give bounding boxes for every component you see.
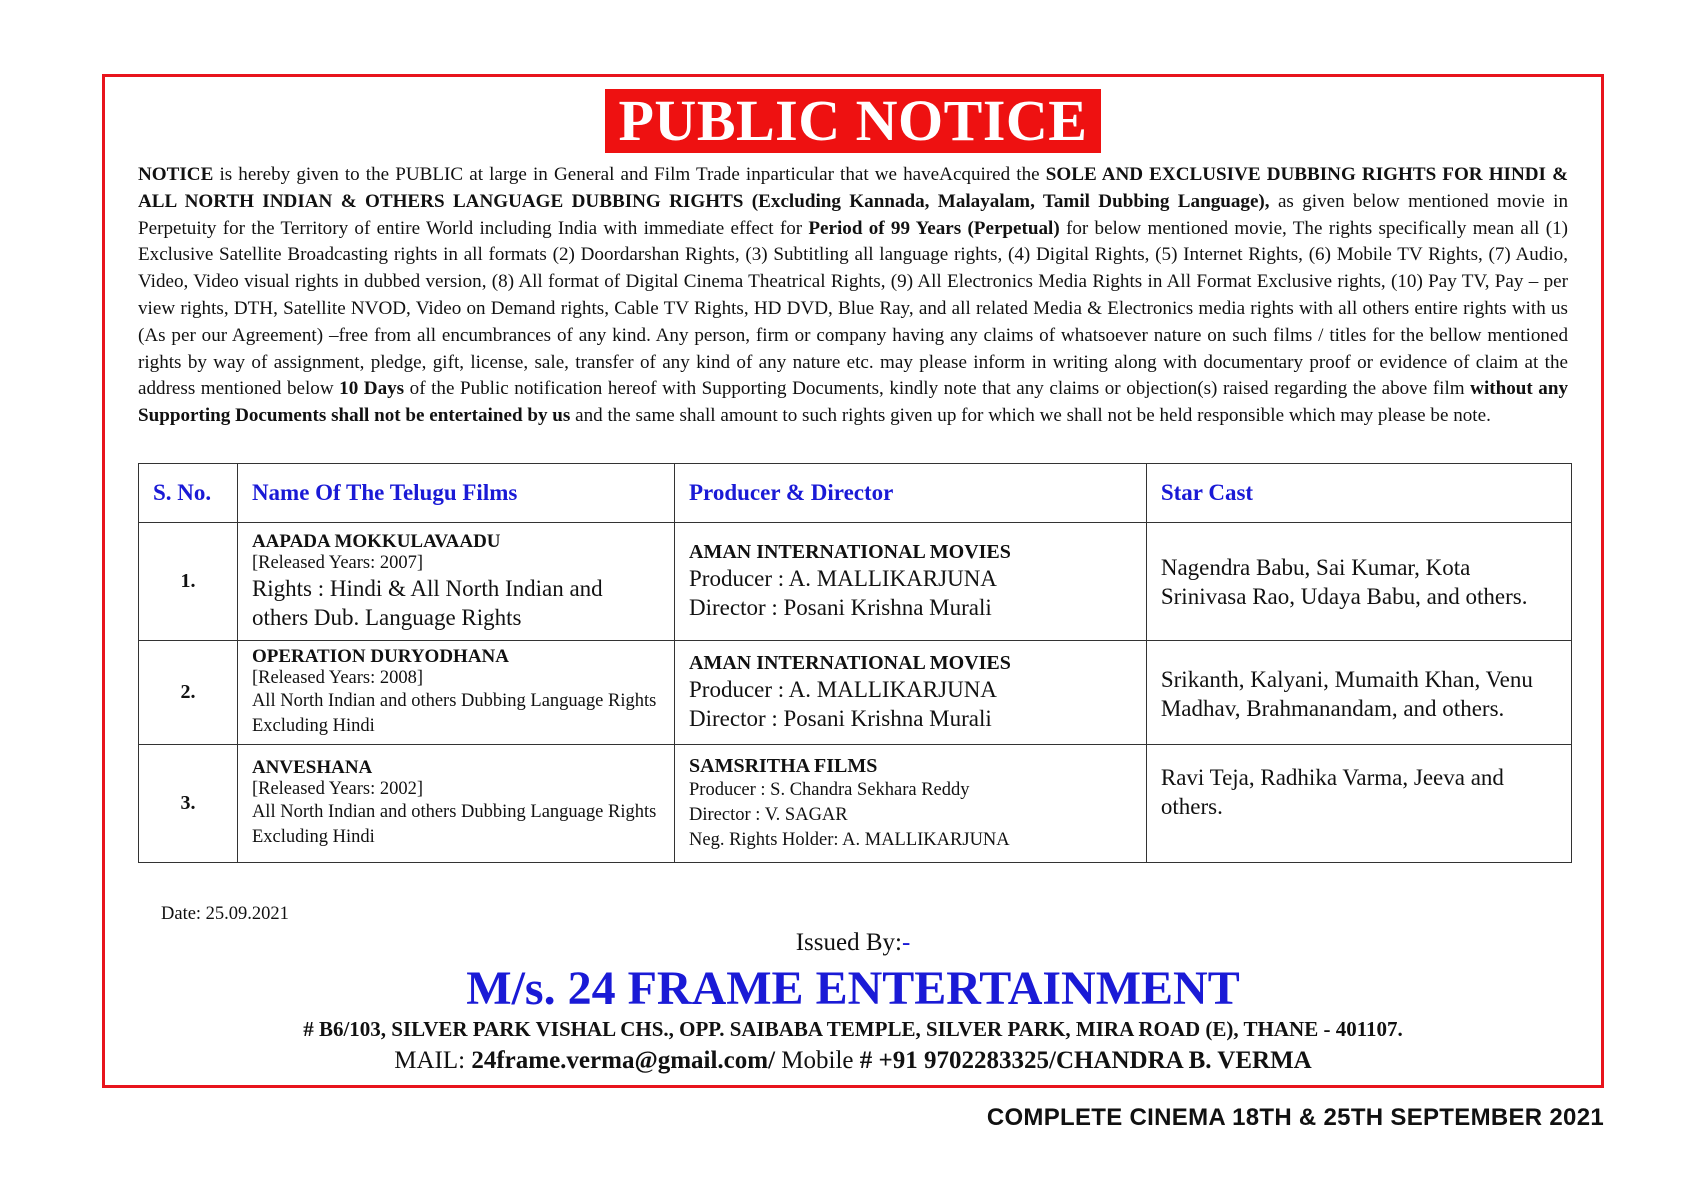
notice-rights-bold: SOLE AND EXCLUSIVE DUBBING RIGHTS FOR HINDI & ALL NORTH INDIAN & OTHERS LANGUAGE DUBBING RIGHTS (Excluding Kannada, Malayalam, Tamil Dubbing Language), <box>138 164 1568 212</box>
producer-name: Producer : A. MALLIKARJUNA <box>689 677 997 702</box>
header-cast: Star Cast <box>1146 464 1571 523</box>
page-title: PUBLIC NOTICE <box>605 89 1102 153</box>
mobile-number: # +91 9702283325/CHANDRA B. VERMA <box>859 1047 1312 1074</box>
header-producer: Producer & Director <box>675 464 1147 523</box>
producer-company: AMAN INTERNATIONAL MOVIES <box>689 541 1011 563</box>
notice-text-4: of the Public notification hereof with Supporting Documents, kindly note that any claims or objection(s) raised regarding the above film <box>404 378 1471 400</box>
title-wrap <box>105 89 1601 153</box>
row-producer-cell <box>675 641 1147 745</box>
notice-lead: NOTICE <box>138 164 214 185</box>
header-film: Name Of The Telugu Films <box>237 464 674 523</box>
row-sno: 3. <box>139 745 238 863</box>
director-name: Director : Posani Krishna Murali <box>689 595 992 620</box>
notice-text-3: for below mentioned movie, The rights specifically mean all (1) Exclusive Satellite Broadcasting rights in all formats (2) Doordarshan Rights, (3) Subtitling all language rights, (4) Digital Rights, (5) Internet Rights, (6) Mobile TV Rights, (7) Audio, Video, Video visual rights in dubbed version, (8) All format of Digital Cinema Theatrical Rights, (9) All Electronics Media Rights in All Format Exclusive rights, (10) Pay TV, Pay – per view rights, DTH, Satellite NVOD, Video on Demand rights, Cable TV Rights, HD DVD, Blue Ray, and all related Media & Electronics media rights with all others entire rights with us (As per our Agreement) –free from all encumbrances of any kind. Any person, firm or company having any claims of whatsoever nature on such films / titles for the bellow mentioned rights by way of assignment, pledge, gift, license, sale, transfer of any kind of any nature etc. may please inform in writing along with documentary proof or evidence of claim at the address mentioned below <box>138 217 1568 400</box>
row-cast <box>1146 745 1571 863</box>
producer-name: Producer : S. Chandra Sekhara Reddy <box>689 779 970 800</box>
email-address: 24frame.verma@gmail.com/ <box>471 1047 776 1074</box>
film-rights: All North Indian and others Dubbing Language Rights Excluding Hindi <box>251 691 657 736</box>
table-row <box>139 745 1572 863</box>
row-film-cell <box>237 523 674 641</box>
films-table <box>138 463 1572 863</box>
film-release: [Released Years: 2007] <box>251 553 424 573</box>
row-sno: 2. <box>139 641 238 745</box>
row-producer-cell <box>675 523 1147 641</box>
notice-date: Date: 25.09.2021 <box>161 904 289 924</box>
contact-line <box>105 1047 1601 1075</box>
notice-warning-bold: without any Supporting Documents shall not be entertained by us <box>138 378 1569 427</box>
film-release: [Released Years: 2002] <box>251 779 424 799</box>
cast-text: Nagendra Babu, Sai Kumar, Kota Srinivasa Rao, Udaya Babu, and others. <box>1160 554 1528 609</box>
director-name: Director : V. SAGAR <box>689 804 848 825</box>
notice-text-2: as given below mentioned movie in Perpetuity for the Territory of entire World including India with immediate effect for <box>138 190 1569 239</box>
producer-name: Producer : A. MALLIKARJUNA <box>689 566 997 591</box>
film-rights: Rights : Hindi & All North Indian and others Dub. Language Rights <box>251 576 603 630</box>
film-title: ANVESHANA <box>251 757 373 778</box>
issued-by-label: Issued By: <box>795 929 902 956</box>
issued-by-dash: - <box>901 929 911 956</box>
director-name: Director : Posani Krishna Murali <box>689 706 992 731</box>
company-address: # B6/103, SILVER PARK VISHAL CHS., OPP. SAIBABA TEMPLE, SILVER PARK, MIRA ROAD (E), THANE - 401107. <box>303 1017 1403 1041</box>
row-cast <box>1146 641 1571 745</box>
row-sno: 1. <box>139 523 238 641</box>
table-row <box>139 523 1572 641</box>
mail-label: MAIL: <box>394 1047 472 1074</box>
row-producer-cell <box>675 745 1147 863</box>
header-sno: S. No. <box>139 464 238 523</box>
notice-frame <box>102 74 1604 1088</box>
notice-text-1: is hereby given to the PUBLIC at large in General and Film Trade inparticular that we haveAcquired the <box>213 164 1046 185</box>
producer-company: SAMSRITHA FILMS <box>689 754 878 777</box>
film-title: AAPADA MOKKULAVAADU <box>251 531 501 552</box>
publication-footer: COMPLETE CINEMA 18TH & 25TH SEPTEMBER 2021 <box>986 1104 1604 1131</box>
notice-days-bold: 10 Days <box>339 378 405 400</box>
neg-rights-holder: Neg. Rights Holder: A. MALLIKARJUNA <box>689 829 1010 850</box>
cast-text: Ravi Teja, Radhika Varma, Jeeva and others. <box>1160 765 1504 819</box>
table-row <box>139 641 1572 745</box>
producer-company: AMAN INTERNATIONAL MOVIES <box>689 652 1011 674</box>
issued-by <box>105 929 1601 957</box>
film-release: [Released Years: 2008] <box>251 668 424 688</box>
row-cast <box>1146 523 1571 641</box>
film-rights: All North Indian and others Dubbing Language Rights Excluding Hindi <box>251 802 657 847</box>
film-title: OPERATION DURYODHANA <box>251 646 510 667</box>
company-name: M/s. 24 FRAME ENTERTAINMENT <box>466 962 1240 1015</box>
mobile-label: Mobile <box>775 1047 860 1074</box>
cast-text: Srikanth, Kalyani, Mumaith Khan, Venu Madhav, Brahmanandam, and others. <box>1160 667 1533 721</box>
row-film-cell <box>237 745 674 863</box>
row-film-cell <box>237 641 674 745</box>
notice-body <box>138 162 1568 430</box>
notice-text-5: and the same shall amount to such rights given up for which we shall not be held responsible which may please be note. <box>570 405 1491 427</box>
table-header-row <box>139 464 1572 523</box>
notice-period-bold: Period of 99 Years (Perpetual) <box>808 217 1060 239</box>
